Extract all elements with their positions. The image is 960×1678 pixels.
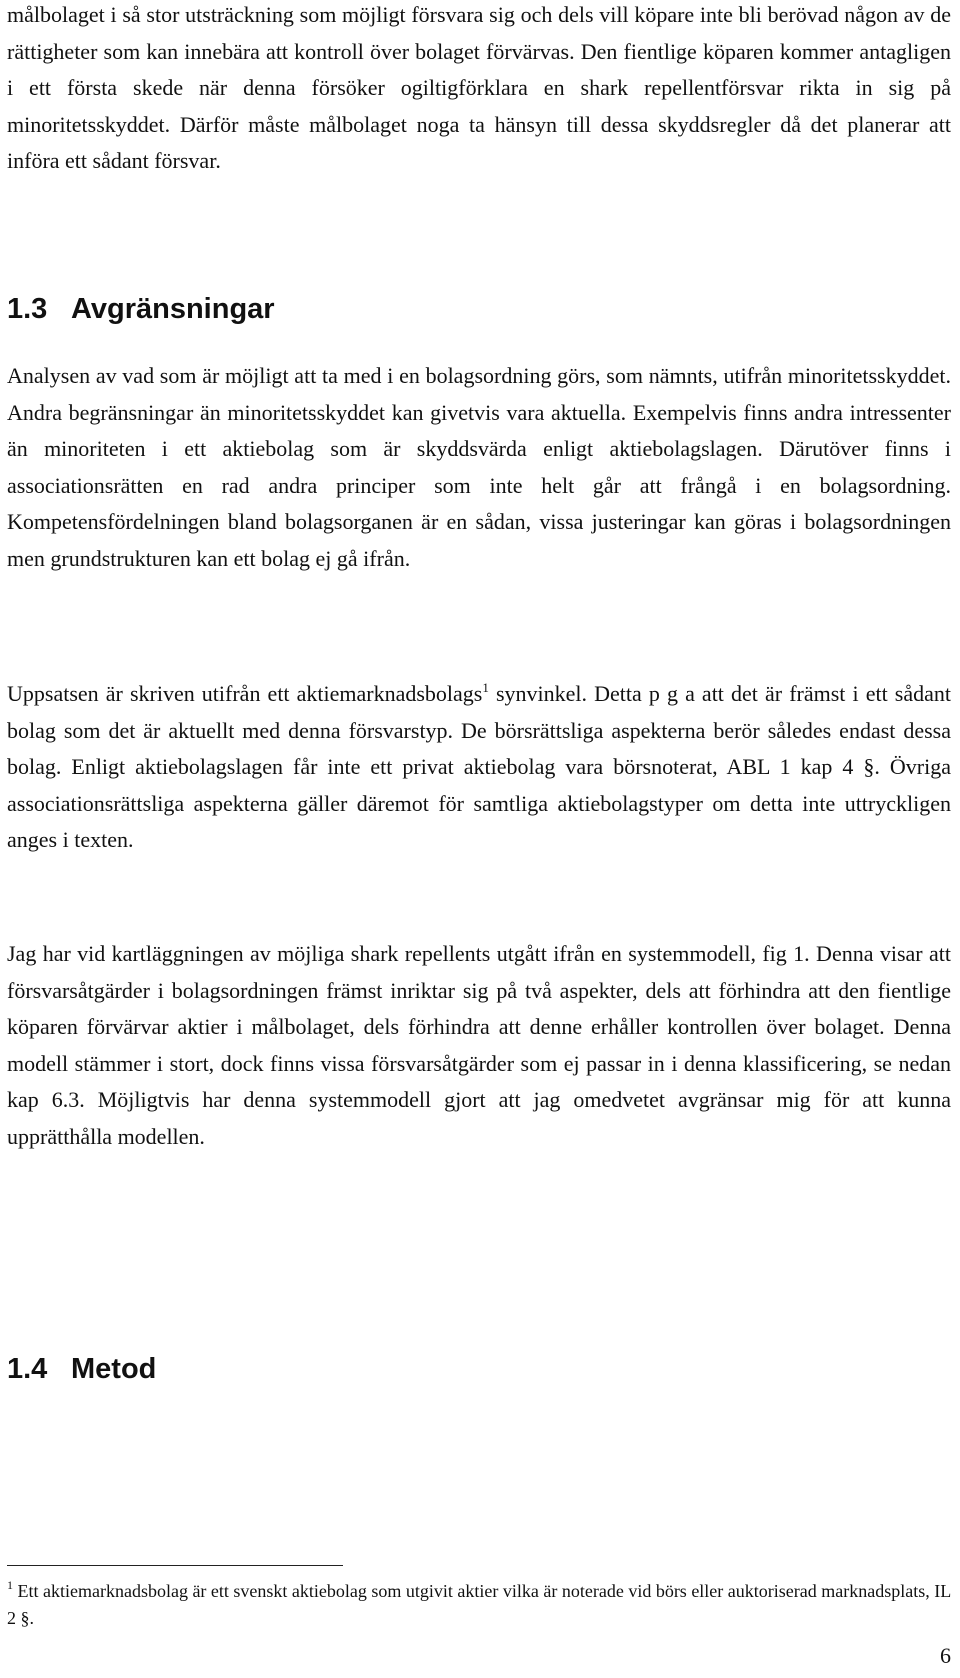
paragraph-text: synvinkel. Detta p g a att det är främst i ett sådant bolag som det är aktuellt med denna försvarstyp. De börsrättsliga aspekterna berör således endast dessa bolag. Enligt aktiebolagslagen får inte ett privat aktiebolag vara börsnoterat, ABL 1 kap 4 §. Övriga associationsrättsliga aspekterna gäller däremot för samtliga aktiebolagstyper om detta inte uttryckligen anges i texten. bbox=[7, 681, 951, 852]
paragraph-perspective bbox=[7, 676, 951, 859]
paragraph-analysis-scope: Analysen av vad som är möjligt att ta med i en bolagsordning görs, som nämnts, utifrån minoritetsskyddet. Andra begränsningar än minoritetsskyddet kan givetvis vara aktuella. Exempelvis finns andra intressenter än minoriteten i ett aktiebolag som är skyddsvärda enligt aktiebolagslagen. Därutöver finns i associationsrätten en rad andra principer som inte helt går att frångå i en bolagsordning. Kompetensfördelningen bland bolagsorganen är en sådan, vissa justeringar kan göras i bolagsordningen men grundstrukturen kan ett bolag ej gå ifrån. bbox=[7, 363, 951, 571]
paragraph-intro-continuation: målbolaget i så stor utsträckning som möjligt försvara sig och dels vill köpare inte bli berövad någon av de rättigheter som kan innebära att kontroll över bolaget förvärvas. Den fientlige köparen kommer antagligen i ett första skede när denna försöker ogiltigförklara en shark repellentförsvar rikta in sig på minoritetsskyddet. Därför måste målbolaget noga ta hänsyn till dessa skyddsregler då det planerar att införa ett sådant försvar. bbox=[7, 2, 951, 173]
footnote-divider bbox=[7, 1565, 343, 1566]
section-title: Avgränsningar bbox=[71, 293, 275, 325]
section-number: 1.3 bbox=[7, 293, 48, 325]
footnote-marker: 1 bbox=[7, 1578, 13, 1592]
section-number: 1.4 bbox=[7, 1353, 48, 1385]
footnote-text: Ett aktiemarknadsbolag är ett svenskt aktiebolag som utgivit aktier vilka är noterade vid börs eller auktoriserad marknadsplats, IL 2 §. bbox=[7, 1581, 951, 1628]
section-heading-avgransningar bbox=[7, 293, 275, 326]
paragraph-text: Uppsatsen är skriven utifrån ett aktiemarknadsbolags bbox=[7, 681, 483, 706]
footnote bbox=[7, 1578, 951, 1632]
section-title: Metod bbox=[71, 1353, 157, 1385]
section-heading-metod bbox=[7, 1353, 156, 1386]
page-number: 6 bbox=[940, 1643, 951, 1668]
footnote-reference[interactable]: 1 bbox=[482, 680, 489, 695]
paragraph-system-model: Jag har vid kartläggningen av möjliga shark repellents utgått ifrån en systemmodell, fig 1. Denna visar att försvarsåtgärder i bolagsordningen främst inriktar sig på två aspekter, dels att förhindra att den fientlige köparen förvärvar aktier i målbolaget, dels förhindra att denne erhåller kontrollen över bolaget. Denna modell stämmer i stort, dock finns vissa försvarsåtgärder som ej passar in i denna klassificering, se nedan kap 6.3. Möjligtvis har denna systemmodell gjort att jag omedvetet avgränsar mig för att kunna upprätthålla modellen. bbox=[7, 941, 951, 1149]
